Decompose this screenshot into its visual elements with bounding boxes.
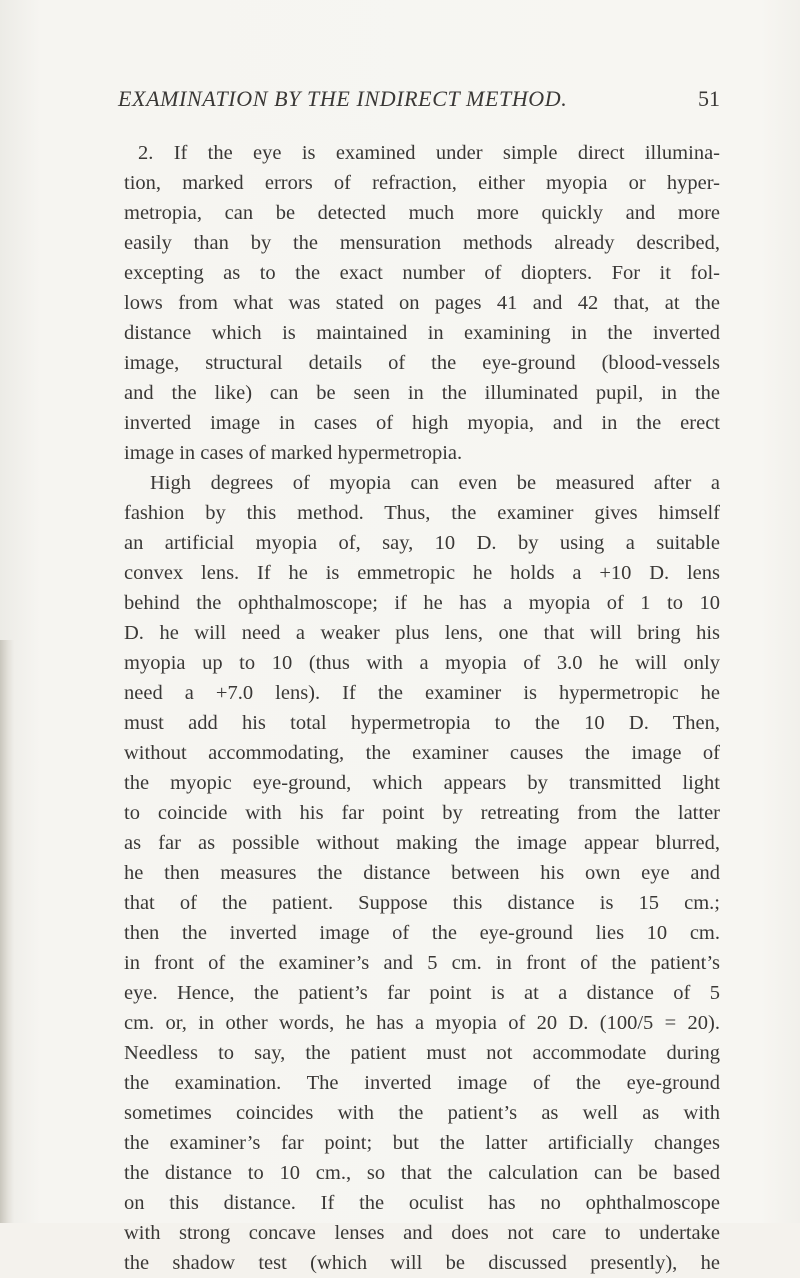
text-line: an artificial myopia of, say, 10 D. by using a suitable bbox=[124, 532, 720, 554]
text-line: need a +7.0 lens). If the examiner is hypermetropic he bbox=[124, 682, 720, 704]
text-line: the distance to 10 cm., so that the calculation can be based bbox=[124, 1162, 720, 1184]
text-line: in front of the examiner’s and 5 cm. in front of the patient’s bbox=[124, 952, 720, 974]
text-line: lows from what was stated on pages 41 and 42 that, at the bbox=[124, 292, 720, 314]
text-line: image in cases of marked hypermetropia. bbox=[124, 442, 463, 464]
text-line: with strong concave lenses and does not care to undertake bbox=[124, 1222, 720, 1244]
text-line: the examiner’s far point; but the latter artificially changes bbox=[124, 1132, 720, 1154]
text-line: High degrees of myopia can even be measured after a bbox=[150, 472, 720, 494]
text-line: distance which is maintained in examining in the inverted bbox=[124, 322, 720, 344]
text-line: without accommodating, the examiner causes the image of bbox=[124, 742, 720, 764]
text-line: inverted image in cases of high myopia, and in the erect bbox=[124, 412, 720, 434]
text-line: to coincide with his far point by retreating from the latter bbox=[124, 802, 720, 824]
text-line: easily than by the mensuration methods already described, bbox=[124, 232, 720, 254]
text-line: he then measures the distance between his own eye and bbox=[124, 862, 720, 884]
text-line: D. he will need a weaker plus lens, one that will bring his bbox=[124, 622, 720, 644]
text-line: eye. Hence, the patient’s far point is at a distance of 5 bbox=[124, 982, 720, 1004]
text-line: excepting as to the exact number of diopters. For it fol- bbox=[124, 262, 720, 284]
text-line: the examination. The inverted image of the eye-ground bbox=[124, 1072, 720, 1094]
text-line: metropia, can be detected much more quickly and more bbox=[124, 202, 720, 224]
text-line: image, structural details of the eye-ground (blood-vessels bbox=[124, 352, 720, 374]
binding-shadow bbox=[0, 640, 14, 1223]
text-line: cm. or, in other words, he has a myopia of 20 D. (100/5 = 20). bbox=[124, 1012, 720, 1034]
text-line: tion, marked errors of refraction, either myopia or hyper- bbox=[124, 172, 720, 194]
text-line: sometimes coincides with the patient’s as well as with bbox=[124, 1102, 720, 1124]
running-head bbox=[118, 86, 720, 116]
text-line: that of the patient. Suppose this distance is 15 cm.; bbox=[124, 892, 720, 914]
running-title: EXAMINATION BY THE INDIRECT METHOD. bbox=[118, 86, 568, 111]
text-line: the myopic eye-ground, which appears by transmitted light bbox=[124, 772, 720, 794]
text-line: and the like) can be seen in the illuminated pupil, in the bbox=[124, 382, 720, 404]
text-line: behind the ophthalmoscope; if he has a myopia of 1 to 10 bbox=[124, 592, 720, 614]
text-line: Needless to say, the patient must not accommodate during bbox=[124, 1042, 720, 1064]
text-line: 2. If the eye is examined under simple direct illumina- bbox=[138, 142, 720, 164]
body-text bbox=[124, 138, 720, 1278]
text-line: the shadow test (which will be discussed presently), he bbox=[124, 1252, 720, 1274]
text-line: convex lens. If he is emmetropic he holds a +10 D. lens bbox=[124, 562, 720, 584]
page-number: 51 bbox=[698, 86, 720, 111]
text-line: on this distance. If the oculist has no ophthalmoscope bbox=[124, 1192, 720, 1214]
text-line: myopia up to 10 (thus with a myopia of 3.0 he will only bbox=[124, 652, 720, 674]
text-line: must add his total hypermetropia to the 10 D. Then, bbox=[124, 712, 720, 734]
text-line: as far as possible without making the image appear blurred, bbox=[124, 832, 720, 854]
text-line: then the inverted image of the eye-ground lies 10 cm. bbox=[124, 922, 720, 944]
text-line: fashion by this method. Thus, the examiner gives himself bbox=[124, 502, 720, 524]
